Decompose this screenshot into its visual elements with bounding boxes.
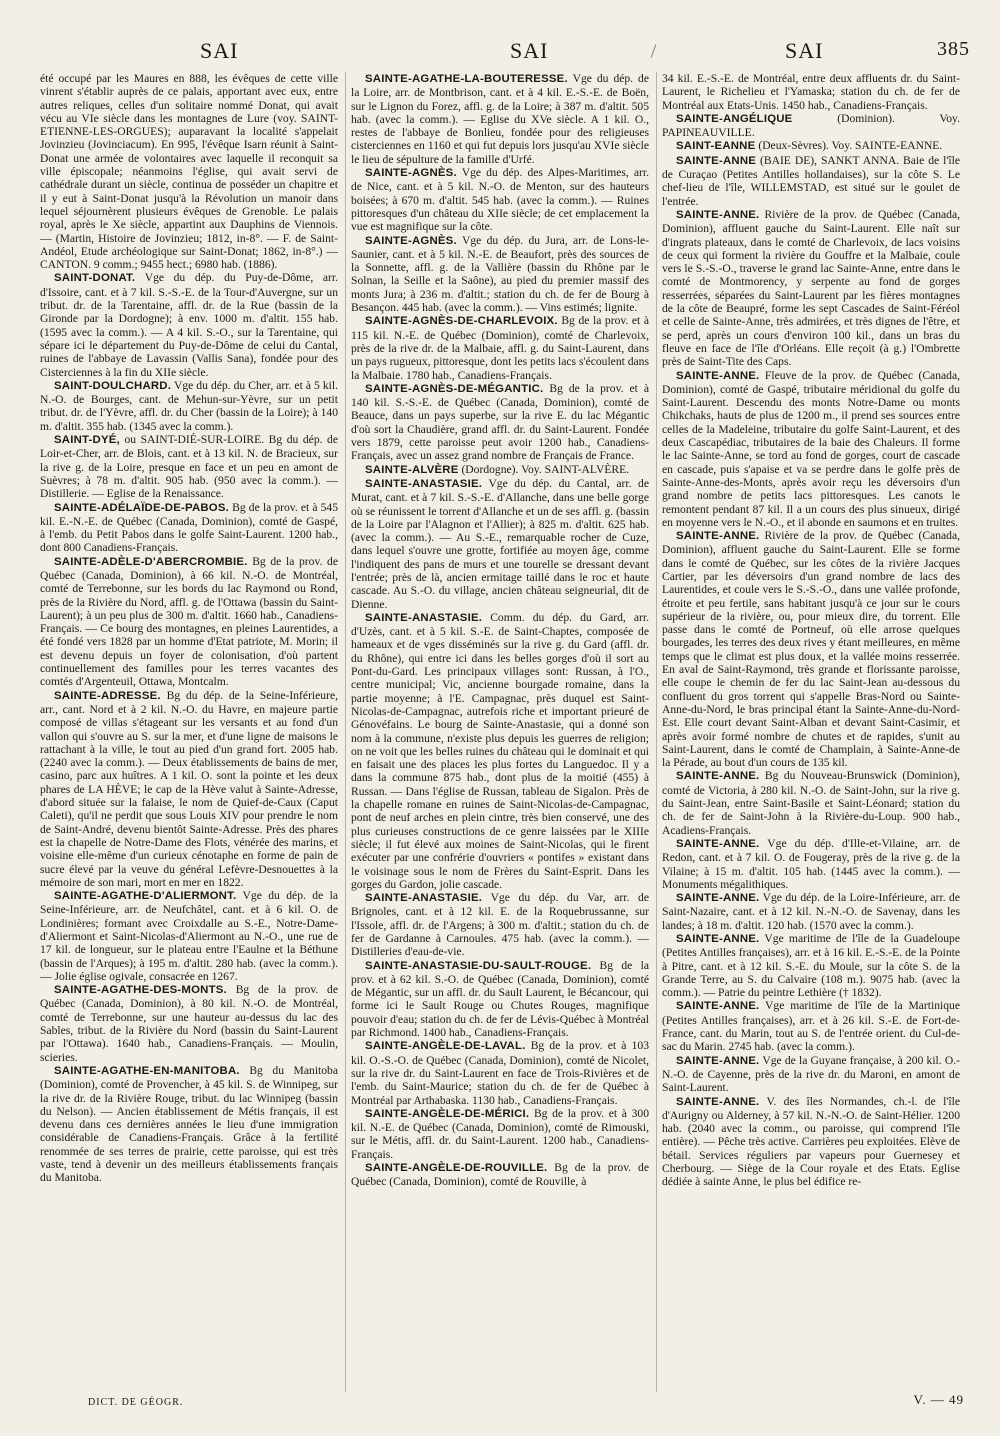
- dictionary-entry: [662, 208, 960, 369]
- entry-headword: SAINTE-AGATHE-EN-MANITOBA.: [54, 1064, 240, 1077]
- entry-headword: SAINT-DOULCHARD.: [54, 379, 172, 392]
- entry-headword: SAINTE-ANASTASIE.: [365, 892, 483, 905]
- dictionary-entry: [662, 72, 960, 112]
- footer-signature: DICT. DE GÉOGR.: [88, 1397, 184, 1408]
- dictionary-entry: [662, 1095, 960, 1189]
- entry-headword: SAINTE-ADÈLE-D'ABERCROMBIE.: [54, 555, 248, 568]
- entry-headword: SAINTE-ANASTASIE.: [365, 611, 483, 624]
- entry-text: Rivière de la prov. de Québec (Canada, Dominion), affluent gauche du Saint-Laurent. Elle se forme dans le comté de Québec, sur les côtes de la rivière Jacques Cartier, par les déversoirs d'un grand nombre de lacs des Laurentides, et coule vers le S.-S.-O., dans une vallée profonde, étroite et peu fertile, sans habitant jusqu'à ce jour sur le cours supérieur de la rivière, ou, pour mieux dire, du torrent. Elle passe dans le comté de Portneuf, où elle arrose quelques bourgades, les terres des deux rives y étant meilleures, en même temps que le climat est plus doux, et la vallée moins resserrée. En aval de Saint-Raymond, très grande et florissante paroisse, elle coupe le chemin de fer du lac Saint-Jean au-dessous du confluent du gros torrent qui s'appelle Bras-Nord ou Sainte-Anne-du-Nord, le bras principal étant la Sainte-Anne-du-Nord-Est. Elle court devant Saint-Alban et devant Saint-Casimir, et après avoir formé nombre de chutes et de rapides, s'unit au Saint-Laurent, dans le comté de Champlain, à Sainte-Anne-de la Pérade, au bout d'un cours de 135 kil.: [662, 529, 960, 770]
- dictionary-entry: [40, 555, 338, 689]
- entry-text: Bg de la prov. de Québec (Canada, Dominion), à 66 kil. N.-O. de Montréal, comté de Terrebonne, sur les bords du lac Raymond ou Rond, près de la Rivière du Nord, affl. g. de l'Ottawa (bassin du Saint-Laurent); à un peu plus de 300 m. d'altit. 1660 hab., Canadiens-Français. — Ce bourg des montagnes, en pleines Laurentides, a été fondé vers 1828 par un homme d'Etat patriote, M. Morin; il est devenu depuis un foyer de colonisation, d'où partent continuellement des familles pour les terres vacantes des comtés d'Argenteuil, Ottawa, Montcalm.: [40, 554, 338, 689]
- entry-text: Vge maritime de l'île de la Guadeloupe (Petites Antilles françaises), arr. et à 16 kil. E.-S.-E. de la Pointe à Pitre, cant. et à 12 kil. S.-E. du Moule, sur la côte S. de la Grande Terre, au S. du Calvaire (108 m.). 9075 hab. (avec la comm.). — Patrie du peintre Lethière († 1832).: [662, 932, 960, 1000]
- dictionary-entry: [351, 314, 649, 381]
- entry-text: Vge du dép. de la Seine-Inférieure, arr. de Neufchâtel, cant. et à 6 kil. O. de Londinières; formant avec Croixdalle au S.-E., Notre-Dame-d'Aliermont et Saint-Nicolas-d'Aliermont au N.-O., une rue de 17 kil. de longueur, sur le plateau entre l'Eaulne et la Béthune (bassin de l'Arques); à 195 m. d'altit. 280 hab. (avec la comm.). — Jolie église ogivale, consacrée en 1267.: [40, 889, 338, 983]
- dictionary-entry: [662, 139, 960, 153]
- entry-text: Vge du dép. du Puy-de-Dôme, arr. d'Issoire, cant. et à 7 kil. S.-S.-E. de la Tour-d'Auvergne, sur un tribut. dr. de la Tarentaine, affl. dr. de la Rue (bassin de la Gironde par la Dordogne); à env. 1000 m. d'altit. 155 hab. (1595 avec la comm.). — A 4 kil. S.-O., sur la Tarentaine, qui sépare ici le département du Puy-de-Dôme de celui du Cantal, ruines de l'abbaye de Lavassin (Vallis Sana), fondée pour des Cisterciennes à la fin du XIIe siècle.: [40, 271, 338, 379]
- entry-headword: SAINTE-ANNE.: [676, 1095, 760, 1108]
- entry-headword: SAINT-EANNE: [676, 140, 756, 153]
- column-3: [656, 72, 960, 1392]
- column-2: [345, 72, 649, 1392]
- entry-text: Bg du dép. de la Seine-Inférieure, arr., cant. Nord et à 2 kil. N.-O. du Havre, en majeure partie composé de villas s'étageant sur les versants et au fond d'un vallon qui s'ouvre au S. sur la mer, et d'une ligne de maisons le rattachant à la ville, le tout au pied d'un grand fort. 2005 hab. (2240 avec la comm.). — Deux établissements de bains de mer, casino, parc aux huîtres. A 1 kil. O. sont la pointe et les deux phares de LA HÈVE; le cap de la Hève valut à Sainte-Adresse, d'abord située sur la falaise, le nom de Quief-de-Caux (Caput Caleti), qu'il ne perdit que sous Louis XIV pour prendre le nom de Saint-André, devenu bientôt Sainte-Adresse. Près des phares est la chapelle de Notre-Dame des Flots, vénérée des marins, et voisine elle-même d'un curieux cénotaphe en forme de pain de sucre élevé par la veuve du général Lefèvre-Desnouettes à la mémoire de son mari, mort en mer en 1822.: [40, 688, 338, 889]
- dictionary-entry: [351, 72, 649, 166]
- header-left-word: SAI: [200, 38, 239, 63]
- entry-text: ou SAINT-DIÉ-SUR-LOIRE. Bg du dép. de Loir-et-Cher, arr. de Blois, cant. et à 13 kil. N. de Bracieux, sur la rive g. de la Loire, presque en face et un peu en amont de Suèvres; à 78 m. d'altit. 905 hab. (950 avec la comm.). — Distillerie. — Eglise de la Renaissance.: [40, 433, 338, 501]
- entry-headword: SAINTE-AGNÈS-DE-CHARLEVOIX.: [365, 315, 558, 328]
- entry-text: Vge du dép. de la Loire, arr. de Montbrison, cant. et à 4 kil. E.-S.-E. de Boën, sur le Lignon du Forez, affl. g. de la Loire; à 387 m. d'altit. 505 hab. (avec la comm.). — Eglise du XVe siècle. A 1 kil. O., restes de l'abbaye de Bonlieu, fondée pour des religieuses cisterciennes en 1160 et qui fut depuis lors jusqu'au XVIe siècle le lieu de sépulture de la famille d'Urfé.: [351, 72, 649, 166]
- entry-text: Bg de la prov. et à 115 kil. N.-E. de Québec (Dominion), comté de Charlevoix, près de la rive dr. de la Malbaie, affl. g. du Saint-Laurent, dans un pays rugueux, pittoresque, dont les petits lacs s'écoulent dans la Malbaie. 1780 hab., Canadiens-Français.: [351, 314, 649, 382]
- entry-text: 34 kil. E.-S.-E. de Montréal, entre deux affluents dr. du Saint-Laurent, le Richelieu et l'Yamaska; station du ch. de fer de Montréal aux Etats-Unis. 1450 hab., Canadiens-Français.: [662, 72, 960, 112]
- entry-headword: SAINTE-ANNE.: [676, 369, 760, 382]
- dictionary-entry: [351, 891, 649, 958]
- dictionary-entry: [40, 72, 338, 271]
- entry-headword: SAINTE-AGNÈS.: [365, 234, 457, 247]
- entry-text: Bg du Manitoba (Dominion), comté de Provencher, à 45 kil. S. de Winnipeg, sur la rive dr. de la Rivière Rouge, tribut. du lac Winnipeg (bassin du Nelson). — Ancien établissement de Métis français, il est devenu dans ces dernières années le lieu d'une immigration considérable de Canadiens-Français. Grâce à la fertilité renommée de ses terres de prairie, cette paroisse, qui est très vaste, tend à devenir un des meilleurs établissements français du Manitoba.: [40, 1063, 338, 1185]
- entry-text: Vge du dép. d'Ille-et-Vilaine, arr. de Redon, cant. et à 7 kil. O. de Fougeray, près de la rive g. de la Vilaine; à 15 m. d'altit. 105 hab. (1445 avec la comm.). — Monuments mégalithiques.: [662, 836, 960, 891]
- entry-text: Vge maritime de l'île de la Martinique (Petites Antilles françaises), arr. et à 26 kil. S.-E. de Fort-de-France, cant. du Marin, tout au S. de l'entrée orient. du Cul-de-sac du Marin. 2745 hab. (avec la comm.).: [662, 999, 960, 1054]
- dictionary-entry: [662, 529, 960, 769]
- entry-headword: SAINTE-ANNE.: [676, 1054, 760, 1067]
- entry-headword: SAINTE-AGATHE-D'ALIERMONT.: [54, 890, 237, 903]
- entry-headword: SAINT-DONAT.: [54, 272, 136, 285]
- dictionary-entry: [40, 1064, 338, 1185]
- dictionary-entry: [40, 271, 338, 378]
- entry-text: Vge du dép. des Alpes-Maritimes, arr. de Nice, cant. et à 5 kil. N.-O. de Menton, sur des hauteurs boisées; à 670 m. d'altit. 545 hab. (avec la comm.). — Ruines pittoresques d'un château du XIIe siècle; de cet emplacement la vue est magnifique sur la côte.: [351, 166, 649, 234]
- entry-text: Comm. du dép. du Gard, arr. d'Uzès, cant. et à 5 kil. S.-E. de Saint-Chaptes, composée de hameaux et de vges disséminés sur la rive g. du Gard (affl. dr. du Rhône), qui entre ici dans les belles gorges d'où il sort au Pont-du-Gard. Les principaux villages sont: Russan, à l'O., centre municipal; Vic, ancienne bourgade romaine, dans la partie moyenne; à l'E. Campagnac, près duquel est Saint-Nicolas-de-Campagnac, autrefois riche et important prieuré de Génovéfains. Le bourg de Sainte-Anastasie, qui a donné son nom à la commune, n'existe plus depuis les guerres de religion; on ne voit que les belles ruines du château qui le dominait et qui en faisait une des places les plus fortes du Languedoc. Il y a dans la commune 875 hab., dont plus de la moitié (455) à Russan. — Dans l'église de Russan, tableau de Sigalon. Près de la chapelle romane en ruines de Saint-Nicolas-de-Campagnac, pont de neuf arches en plein cintre, très bien conservé, une des plus curieuses constructions de ce genre laissées par le XIIIe siècle; il fut élevé aux moines de Saint-Nicolas, qui le firent exécuter par une confrérie d'ouvriers « pontifes » existant dans le voisinage sous le nom de Frères du Saint-Esprit. Dans les gorges du Gardon, jolie cascade.: [351, 610, 649, 891]
- entry-headword: SAINTE-ANGÈLE-DE-ROUVILLE.: [365, 1162, 548, 1175]
- dictionary-entry: [351, 166, 649, 233]
- entry-headword: SAINTE-ANNE.: [676, 1000, 760, 1013]
- dictionary-entry: [351, 1161, 649, 1189]
- entry-headword: SAINTE-ANGÈLE-DE-MÉRICI.: [365, 1107, 530, 1120]
- entry-text: Fleuve de la prov. de Québec (Canada, Dominion), comté de Gaspé, tributaire méridional du golfe du Saint-Laurent. Descendu des monts Notre-Dame ou monts Chikchaks, hauts de plus de 1200 m., il prend ses sources entre celles de la Madeleine, tributaire du golfe Saint-Laurent, et des deux Cascapédiac, tributaires de la baie des Chaleurs. Il forme le lac Sainte-Anne, se tord au fond de gorges, court de cascade en cascade, puis s'apaise et va se perdre dans le golfe près de Sainte-Anne-des-Monts, après avoir reçu les déversoirs d'un grand nombre de petits lacs pittoresques. Les canots le remontent pendant 87 kil. Il a un cours des plus sinueux, dirigé en moyenne vers le N.-O., et il abonde en saumons et en truites.: [662, 368, 960, 529]
- footer-volume-page: V. — 49: [913, 1392, 964, 1407]
- entry-headword: SAINT-DYÉ,: [54, 434, 120, 447]
- dictionary-entry: [662, 891, 960, 932]
- entry-text: Bg de la prov. et à 62 kil. S.-O. de Québec (Canada, Dominion), comté de Mégantic, sur un affl. dr. du Sault Laurent, le Bécancour, qui forme ici le Sault Rouge ou Chutes Rouges, magnifique pouvoir d'eau; station du ch. de fer de Lévis-Québec à Montréal par Richmond. 1400 hab., Canadiens-Français.: [351, 958, 649, 1040]
- entry-text: Vge du dép. du Jura, arr. de Lons-le-Saunier, cant. et à 5 kil. N.-E. de Beaufort, près des sources de la Sonnette, affl. g. de la Vallière (bassin du Rhône par le Solnan, la Seille et la Saône), au pied du premier massif des monts Jura; à 236 m. d'altit.; station du ch. de fer de Bourg à Besançon. 445 hab. (avec la comm.). — Vins estimés; lignite.: [351, 233, 649, 315]
- entry-headword: SAINTE-ADRESSE.: [54, 689, 161, 702]
- entry-headword: SAINTE-ANGÈLE-DE-LAVAL.: [365, 1040, 526, 1053]
- dictionary-entry: [351, 611, 649, 891]
- entry-text: Vge du dép. du Cher, arr. et à 5 kil. N.-O. de Bourges, cant. de Mehun-sur-Yèvre, sur un petit tribut. dr. de l'Yèvre, affl. dr. du Cher (bassin de la Loire); à 140 m. d'altit. 355 hab. (1345 avec la comm.).: [40, 378, 338, 433]
- entry-headword: SAINTE-ANGÉLIQUE: [676, 112, 793, 125]
- entry-text: Rivière de la prov. de Québec (Canada, Dominion), affluent gauche du Saint-Laurent. Elle naît sur d'ingrats plateaux, dans le comté de Charlevoix, de lacs voisins de ceux qui forment la rivière du Gouffre et la Malbaie, coule vers le S.-S.-O., traverse le grand lac Sainte-Anne, entre dans le comté de Montmorency, y serpente au fond de gorges resserrées, séparées du Saint-Laurent par les fières montagnes de la côte de Beaupré, forme les sept Cascades de Saint-Féréol et celle de Sainte-Anne, très admirées, et très dignes de l'être, et se perd, après un cours d'environ 100 kil., dans un bras du fleuve en face de l'île d'Orléans. Elle reçoit (à g.) l'Ombrette près de Saint-Tite des Caps.: [662, 207, 960, 369]
- dictionary-entry: [351, 234, 649, 315]
- entry-headword: SAINTE-ANNE.: [676, 837, 760, 850]
- entry-text: Bg de la prov. et à 545 kil. E.-N.-E. de Québec (Canada, Dominion), comté de Gaspé, à l'emb. du Petit Pabos dans le golfe Saint-Laurent. 1200 hab., dont 800 Canadiens-Français.: [40, 500, 338, 555]
- entry-headword: SAINTE-ANNE.: [676, 892, 760, 905]
- dictionary-entry: [351, 1039, 649, 1106]
- dictionary-entry: [662, 154, 960, 208]
- entry-text: Vge du dép. de la Loire-Inférieure, arr. de Saint-Nazaire, cant. et à 12 kil. N.-N.-O. de Savenay, dans les landes; à 18 m. d'altit. 120 hab. (1570 avec la comm.).: [662, 891, 960, 932]
- entry-text: Bg de la prov. et à 103 kil. O.-S.-O. de Québec (Canada, Dominion), comté de Nicolet, sur la rive dr. du Saint-Laurent en face de Trois-Rivières et de l'emb. du Saint-Maurice; station du ch. de fer de Québec à Montréal par Arthabaska. 1130 hab., Canadiens-Français.: [351, 1039, 649, 1107]
- dictionary-entry: [351, 1107, 649, 1161]
- page-number: 385: [937, 38, 970, 60]
- dictionary-entry: [351, 477, 649, 611]
- entry-headword: SAINTE-ANNE: [676, 154, 757, 167]
- dictionary-entry: [662, 1054, 960, 1095]
- running-header: [30, 38, 970, 68]
- entry-text: (Dominion). Voy. PAPINEAUVILLE.: [662, 111, 960, 140]
- entry-text: Vge du dép. du Cantal, arr. de Murat, cant. et à 7 kil. S.-S.-E. d'Allanche, dans une belle gorge où se réunissent le torrent d'Allanche et un de ses affl. g. (bassin de la Loire par l'Alagnon et l'Allier); à 825 m. d'altit. 625 hab. (avec la comm.). — Au S.-E., remarquable rocher de Cuze, dans lequel s'ouvre une grotte, fortifiée au moyen âge, comme l'indiquent des pans de murs et une tourelle se dressant devant l'entrée; près de là, ancien ermitage taillé dans le roc et haute cascade. Au S.-O. du village, ancien château seigneurial, dit de Dienne.: [351, 476, 649, 611]
- dictionary-entry: [40, 889, 338, 983]
- dictionary-entry: [662, 112, 960, 140]
- dictionary-entry: [662, 932, 960, 999]
- dictionary-entry: [662, 369, 960, 530]
- entry-headword: SAINTE-ANASTASIE.: [365, 477, 483, 490]
- dictionary-entry: [351, 463, 649, 477]
- entry-text: Bg de la prov. et à 300 kil. N.-E. de Québec (Canada, Dominion), comté de Rimouski, sur le Métis, affl. dr. du Saint-Laurent. 1200 hab., Canadiens-Français.: [351, 1106, 649, 1161]
- entry-text: Bg de la prov. de Québec (Canada, Dominion), comté de Rouville, à: [351, 1161, 649, 1189]
- dictionary-entry: [351, 959, 649, 1040]
- entry-text: été occupé par les Maures en 888, les évêques de cette ville vinrent s'établir auprès de ce palais, apportant avec eux, entre autres reliques, celles d'un solitaire nommé Donat, qui avait vécu au VIe siècle dans les montagnes de Lure (voy. SAINT-ETIENNE-LES-ORGUES); auparavant la localité s'appelait Jovinzieu (Jovinciacum). En 995, l'évêque Isarn réunit à Saint-Donat une armée de volontaires avec laquelle il reconquit sa ville épiscopale; néanmoins l'église, qui avait servi de cathédrale durant un siècle, continua de posséder un chapitre et il y eut à Saint-Donat jusqu'à la Révolution un manoir dans lequel séjournèrent plusieurs évêques de Grenoble. Le palais royal, après le Xe siècle, appartint aux Dauphins de Viennois. — (Martin, Histoire de Jovinzieu; 1812, in-8°. — F. de Saint-Andéol, Etude archéologique sur Saint-Donat; 1862, in-8°.) — CANTON. 9 comm.; 9455 hect.; 6980 hab. (1886).: [40, 72, 338, 272]
- entry-headword: SAINTE-ALVÈRE: [365, 463, 459, 476]
- column-1: [40, 72, 338, 1392]
- dictionary-entry: [40, 501, 338, 555]
- entry-text: (BAIE DE), SANKT ANNA. Baie de l'île de Curaçao (Petites Antilles hollandaises), sur la côte S. Le chef-lieu de l'île, WILLEMSTAD, est situé sur le goulet de l'entrée.: [662, 153, 960, 208]
- dictionary-entry: [40, 379, 338, 433]
- entry-headword: SAINTE-AGNÈS.: [365, 167, 457, 180]
- entry-headword: SAINTE-AGATHE-DES-MONTS.: [54, 984, 227, 997]
- entry-headword: SAINTE-ADÉLAÏDE-DE-PABOS.: [54, 501, 230, 514]
- entry-text: (Deux-Sèvres). Voy. SAINTE-EANNE.: [758, 139, 943, 153]
- dictionary-entry: [40, 433, 338, 500]
- header-right-word: SAI: [785, 38, 824, 63]
- entry-text: (Dordogne). Voy. SAINT-ALVÈRE.: [461, 462, 630, 476]
- entry-headword: SAINTE-ANNE.: [676, 530, 760, 543]
- dictionary-entry: [40, 689, 338, 889]
- header-center-word: SAI: [510, 38, 549, 63]
- dictionary-entry: [351, 382, 649, 463]
- entry-headword: SAINTE-AGNÈS-DE-MÉGANTIC.: [365, 382, 544, 395]
- dictionary-entry: [40, 983, 338, 1064]
- entry-headword: SAINTE-ANASTASIE-DU-SAULT-ROUGE.: [365, 959, 592, 972]
- entry-text: Vge de la Guyane française, à 200 kil. O.-N.-O. de Cayenne, près de la rive dr. du Maroni, en amont de Saint-Laurent.: [662, 1053, 960, 1095]
- entry-text: Bg de la prov. et à 140 kil. S.-S.-E. de Québec (Canada, Dominion), comté de Beauce, dans un pays superbe, sur la rive E. du lac Mégantic d'où sort la Chaudière, grand affl. dr. du Saint-Laurent. Fondée vers 1879, cette paroisse peut avoir 1200 hab., Canadiens-Français, avec un assez grand nombre de Français de France.: [351, 381, 649, 463]
- entry-headword: SAINTE-ANNE.: [676, 933, 760, 945]
- entry-text: Bg du Nouveau-Brunswick (Dominion), comté de Victoria, à 280 kil. N.-O. de Saint-John, sur la rive g. du Saint-Jean, entre Saint-Basile et Saint-Léonard; station du ch. de fer de Saint-John à la Rivière-du-Loup. 900 hab., Acadiens-Français.: [662, 769, 960, 837]
- dictionary-entry: [662, 999, 960, 1053]
- entry-text: V. des îles Normandes, ch.-l. de l'île d'Aurigny ou Alderney, à 57 kil. N.-N.-O. de Saint-Hélier. 1200 hab. (2040 avec la comm., ou paroisse, qui comprend l'île entière). — Pêche très active. Carrières peu exploitées. Elève de bétail. Services réguliers par vapeurs pour Guernesey et Cherbourg. — Siège de la Cour royale et des Etats. Eglise dédiée à sainte Anne, le plus bel édifice re-: [662, 1094, 960, 1189]
- dictionary-entry: [662, 769, 960, 836]
- entry-text: Bg de la prov. de Québec (Canada, Dominion), à 80 kil. N.-O. de Montréal, comté de Terrebonne, sur une hauteur au-dessus du lac des Sables, tribut. de la Rivière du Nord (bassin du Saint-Laurent par l'Ottawa). 1640 hab., Canadiens-Français. — Moulin, scieries.: [40, 983, 338, 1064]
- entry-text: Vge du dép. du Var, arr. de Brignoles, cant. et à 12 kil. E. de la Roquebrussanne, sur l'Issole, affl. dr. de l'Argens; à 300 m. d'altit.; station du ch. de fer de Gardanne à Carnoules. 475 hab. (avec la comm.). — Distilleries d'eau-de-vie.: [351, 891, 649, 959]
- dictionary-entry: [662, 837, 960, 891]
- entry-headword: SAINTE-ANNE.: [676, 770, 760, 783]
- text-columns: [40, 72, 960, 1392]
- entry-headword: SAINTE-AGATHE-LA-BOUTERESSE.: [365, 73, 568, 85]
- entry-headword: SAINTE-ANNE.: [676, 208, 760, 221]
